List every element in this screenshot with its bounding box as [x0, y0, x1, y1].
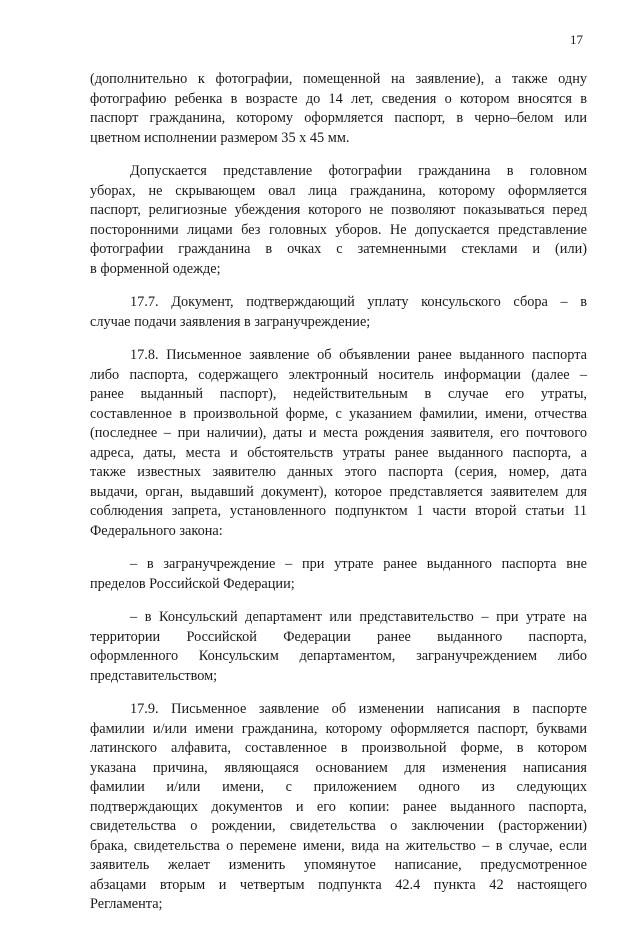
text-line: абзацами вторым и четвертым подпункта 42.4 пункта 42 настоящего: [90, 876, 587, 893]
text-line: адреса, даты, места и обстоятельств утраты ранее выданного паспорта, а: [90, 444, 587, 461]
paragraph-headwear: [90, 162, 587, 279]
text-line: – в загранучреждение – при утрате ранее выданного паспорта вне: [130, 556, 587, 572]
text-line: случае подачи заявления в загранучреждение;: [90, 313, 371, 330]
text-line: фотографии гражданина в очках с затемненными стеклами и (или): [90, 241, 587, 257]
text-line: паспорт, религиозные убеждения которого не позволяют показываться перед: [90, 202, 587, 218]
text-line: 17.8. Письменное заявление об объявлении ранее выданного паспорта: [130, 347, 587, 363]
paragraph-17-9: [90, 700, 587, 915]
text-line: Регламента;: [90, 896, 163, 912]
text-line: подтверждающих документов и его копии: ранее выданного паспорта,: [90, 798, 587, 815]
text-line: цветном исполнении размером 35 х 45 мм.: [90, 129, 350, 146]
paragraph-17-8: [90, 346, 587, 541]
text-line: ранее выданный паспорт), недействительным в случае его утраты,: [90, 386, 587, 402]
text-line: (дополнительно к фотографии, помещенной на заявление), а также одну: [90, 71, 587, 87]
text-line: либо паспорта, содержащего электронный носитель информации (далее –: [90, 366, 587, 383]
text-line: брака, свидетельства о перемене имени, вида на жительство – в случае, если: [90, 837, 587, 854]
text-line: соблюдения запрета, установленного подпунктом 1 части второй статьи 11: [90, 503, 587, 519]
text-line: латинского алфавита, составленное в произвольной форме, в котором: [90, 740, 587, 756]
paragraph-17-7: [90, 293, 587, 332]
text-line: посторонними лицами без головных уборов. Не допускается представление: [90, 221, 587, 238]
text-line: заявитель желает изменить упомянутое написание, предусмотренное: [90, 857, 587, 873]
paragraph-loss-in-russia: [90, 608, 587, 686]
text-line: территории Российской Федерации ранее выданного паспорта,: [90, 628, 587, 645]
text-line: оформленного Консульским департаментом, загранучреждением либо: [90, 648, 587, 664]
text-line: в форменной одежде;: [90, 260, 221, 277]
text-line: пределов Российской Федерации;: [90, 575, 295, 592]
text-line: составленное в произвольной форме, с указанием фамилии, имени, отчества: [90, 405, 587, 422]
text-line: свидетельства о рождении, свидетельства о заключении (расторжении): [90, 818, 587, 834]
paragraph-photo-continuation: [90, 70, 587, 148]
text-line: фамилии и/или имени гражданина, которому оформляется паспорт, буквами: [90, 720, 587, 737]
text-line: фотографию ребенка в возрасте до 14 лет, сведения о котором вносятся в: [90, 90, 587, 107]
text-line: (последнее – при наличии), даты и места рождения заявителя, его почтового: [90, 425, 587, 441]
text-line: паспорт гражданина, которому оформляется паспорт, в черно–белом или: [90, 110, 587, 126]
text-line: Допускается представление фотографии гражданина в головном: [130, 163, 587, 179]
text-line: указана причина, являющаяся основанием для изменения написания: [90, 759, 587, 776]
text-line: также известных заявителю данных этого паспорта (серия, номер, дата: [90, 464, 587, 480]
text-line: фамилии и/или имени, с приложением одного из следующих: [90, 779, 587, 795]
text-line: представительством;: [90, 667, 218, 684]
text-line: уборах, не скрывающем овал лица гражданина, которому оформляется: [90, 182, 587, 199]
text-line: 17.9. Письменное заявление об изменении написания в паспорте: [130, 701, 587, 717]
document-body: [90, 70, 587, 929]
text-line: выдачи, орган, выдавший документ), которое представляется заявителем для: [90, 483, 587, 500]
page-number: 17: [570, 32, 583, 47]
text-line: Федерального закона:: [90, 522, 223, 539]
paragraph-loss-abroad: [90, 555, 587, 594]
text-line: 17.7. Документ, подтверждающий уплату консульского сбора – в: [130, 294, 587, 310]
text-line: – в Консульский департамент или представительство – при утрате на: [130, 609, 587, 625]
